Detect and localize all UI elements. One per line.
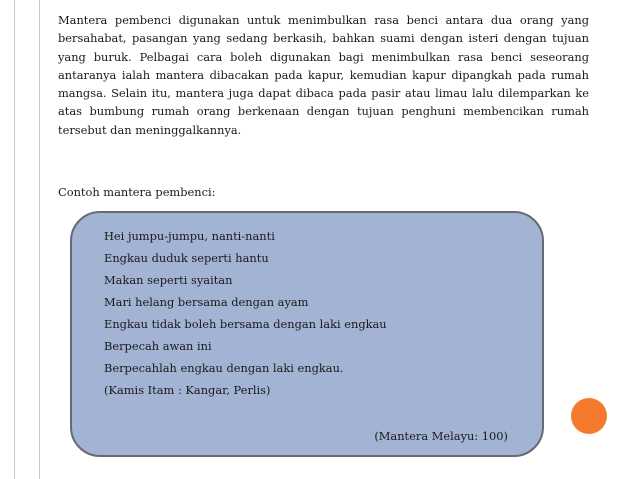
mantera-box	[70, 211, 544, 457]
examples-heading: Contoh mantera pembenci:	[58, 185, 216, 199]
slide-left-border	[14, 0, 40, 479]
poem-line: Berpecahlah engkau dengan laki engkau.	[104, 361, 344, 375]
poem-line: Hei jumpu-jumpu, nanti-nanti	[104, 229, 275, 243]
poem-line: Mari helang bersama dengan ayam	[104, 295, 309, 309]
poem-lines	[104, 225, 387, 401]
poem-line: Engkau duduk seperti hantu	[104, 251, 269, 265]
body-paragraph: Mantera pembenci digunakan untuk menimbulkan rasa benci antara dua orang yang bersahabat, pasangan yang sedang berkasih, bahkan suami dengan isteri dengan tujuan yang buruk. Pelbagai cara boleh digunakan bagi menimbulkan rasa benci seseorang antaranya ialah mantera dibacakan pada kapur, kemudian kapur dipangkah pada rumah mangsa. Selain itu, mantera juga dapat dibaca pada pasir atau limau lalu dilemparkan ke atas bumbung rumah orang berkenaan dengan tujuan penghuni membencikan rumah tersebut dan meninggalkannya.	[58, 13, 589, 137]
poem-source: (Kamis Itam : Kangar, Perlis)	[104, 383, 271, 397]
poem-line: Engkau tidak boleh bersama dengan laki engkau	[104, 317, 387, 331]
decorative-orange-dot	[571, 398, 607, 434]
poem-line: Makan seperti syaitan	[104, 273, 233, 287]
poem-line: Berpecah awan ini	[104, 339, 212, 353]
citation: (Mantera Melayu: 100)	[374, 429, 508, 443]
